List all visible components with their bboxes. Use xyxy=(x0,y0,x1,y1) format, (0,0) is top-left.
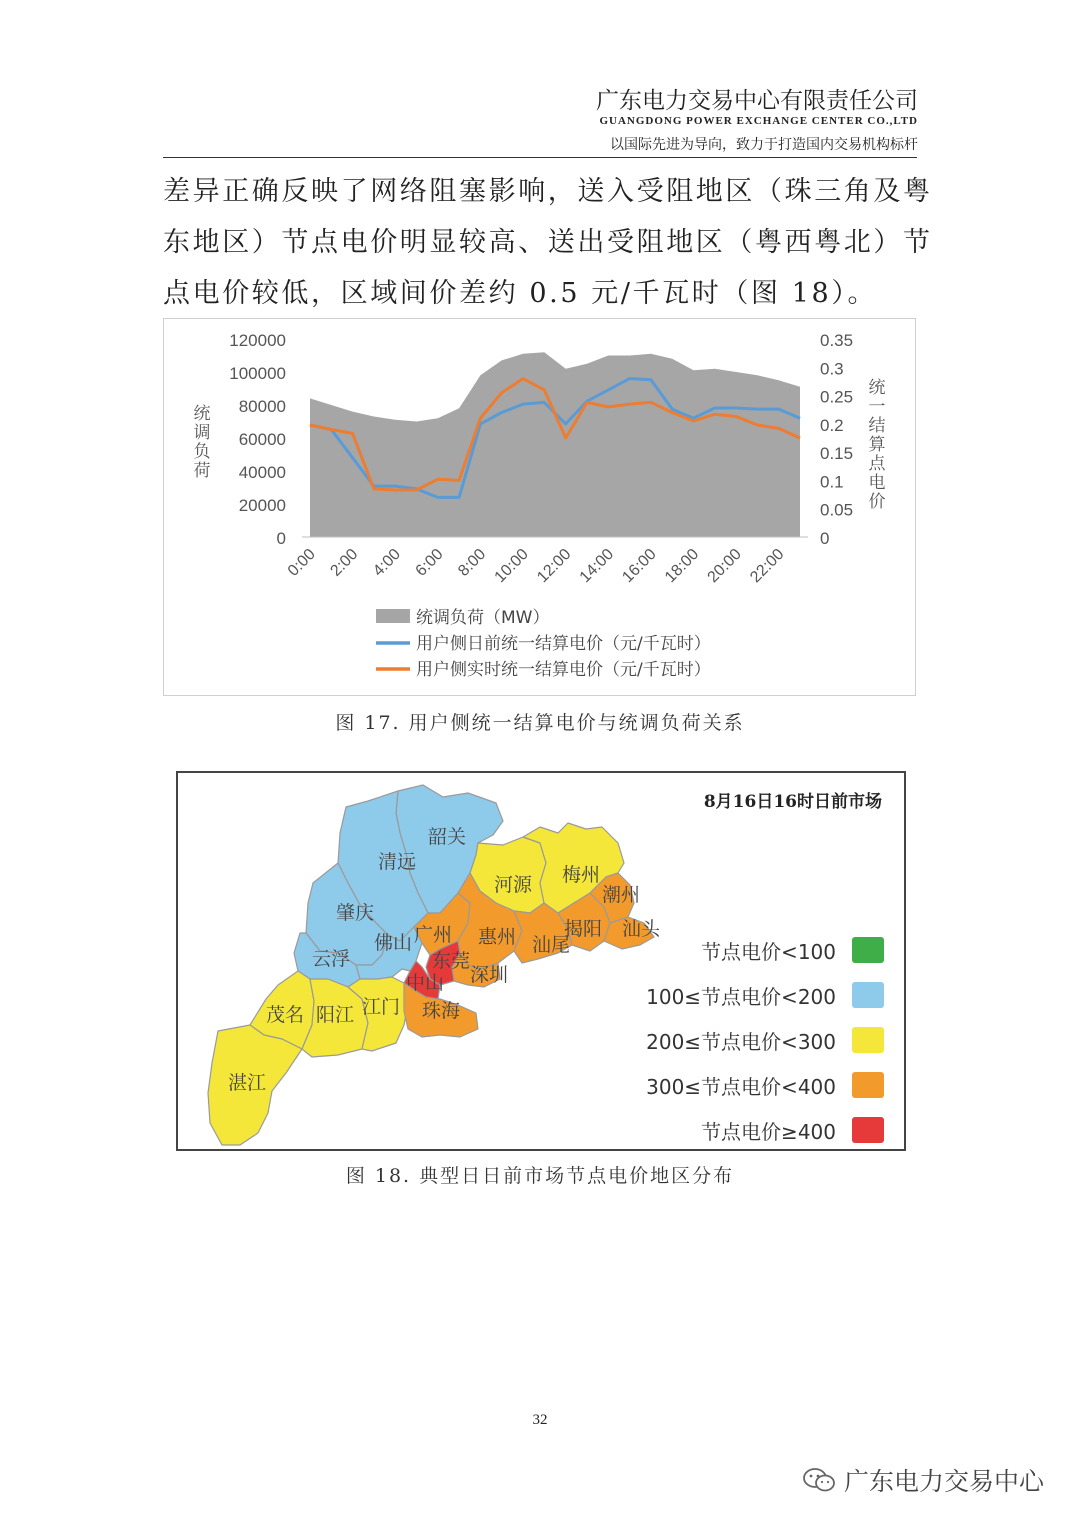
legend-label: 统调负荷（MW） xyxy=(416,608,550,628)
legend-label: 用户侧实时统一结算电价（元/千瓦时） xyxy=(416,660,711,680)
city-label: 珠海 xyxy=(422,1000,461,1022)
axis-title-char: 调 xyxy=(193,423,211,443)
axis-title-char: 电 xyxy=(868,473,886,493)
header-company-en: GUANGDONG POWER EXCHANGE CENTER CO.,LTD xyxy=(599,115,918,127)
city-label: 中山 xyxy=(406,972,445,994)
legend-swatch xyxy=(852,1027,884,1053)
axis-title-char: 荷 xyxy=(193,461,211,481)
city-label: 清远 xyxy=(378,851,417,873)
x-tick-label: 14:00 xyxy=(576,545,618,587)
y-right-axis-title xyxy=(869,378,887,512)
axis-title-char: 统 xyxy=(193,404,211,424)
y-right-tick-label: 0 xyxy=(820,529,830,548)
watermark xyxy=(802,1462,1044,1498)
city-label: 江门 xyxy=(362,996,401,1018)
legend-item xyxy=(646,1070,884,1100)
y-right-tick-label: 0.05 xyxy=(820,500,854,520)
axis-title-char: 负 xyxy=(193,442,211,462)
watermark-text: 广东电力交易中心 xyxy=(843,1467,1044,1496)
city-label: 河源 xyxy=(494,874,533,896)
legend-swatch xyxy=(852,982,884,1008)
legend-item xyxy=(646,980,884,1010)
y-left-tick-label: 0 xyxy=(276,529,286,548)
legend-item xyxy=(701,1115,884,1145)
page-number: 32 xyxy=(532,1412,548,1428)
y-left-tick-label: 120000 xyxy=(229,331,286,350)
legend-swatch-load xyxy=(376,609,410,623)
y-left-axis-title xyxy=(194,404,211,481)
x-tick-label: 18:00 xyxy=(661,545,703,587)
x-tick-label: 22:00 xyxy=(747,545,788,587)
map-title: 8月16日16时日前市场 xyxy=(703,792,882,812)
axis-title-char: 结 xyxy=(868,416,886,436)
legend-swatch xyxy=(852,1072,884,1098)
x-tick-label: 10:00 xyxy=(491,545,532,587)
city-label: 汕头 xyxy=(622,918,661,940)
city-label: 阳江 xyxy=(316,1004,355,1026)
legend-swatch xyxy=(852,937,884,963)
legend-label: 200≤节点电价<300 xyxy=(646,1029,836,1054)
y-right-tick-label: 0.35 xyxy=(820,331,854,350)
city-label: 广州 xyxy=(414,924,453,946)
x-tick-label: 20:00 xyxy=(704,545,745,587)
axis-title-char: 价 xyxy=(868,492,886,512)
x-tick-label: 2:00 xyxy=(327,545,362,580)
x-tick-label: 0:00 xyxy=(284,545,319,580)
legend-label: 用户侧日前统一结算电价（元/千瓦时） xyxy=(416,634,711,654)
y-right-tick-label: 0.1 xyxy=(820,472,844,492)
header-motto: 以国际先进为导向，致力于打造国内交易机构标杆 xyxy=(610,137,918,153)
x-tick-label: 4:00 xyxy=(370,545,405,580)
y-left-tick-label: 40000 xyxy=(238,463,286,482)
city-label: 揭阳 xyxy=(564,918,603,940)
legend-swatch xyxy=(852,1117,884,1143)
load-price-chart xyxy=(164,319,915,695)
body-line: 差异正确反映了网络阻塞影响，送入受阻地区（珠三角及粤 xyxy=(163,176,933,207)
city-label: 云浮 xyxy=(312,948,351,970)
legend-label: 300≤节点电价<400 xyxy=(646,1074,836,1099)
body-line: 点电价较低，区域间价差约 0.5 元/千瓦时（图 18）。 xyxy=(163,278,878,309)
city-label: 茂名 xyxy=(266,1004,305,1026)
x-tick-label: 8:00 xyxy=(455,545,490,580)
x-tick-label: 6:00 xyxy=(412,545,447,580)
header-divider xyxy=(163,157,917,158)
city-label: 梅州 xyxy=(562,864,601,886)
figure-17-caption: 图 17. 用户侧统一结算电价与统调负荷关系 xyxy=(335,712,745,734)
body-paragraph xyxy=(163,166,933,319)
body-line: 东地区）节点电价明显较高、送出受阻地区（粤西粤北）节 xyxy=(163,227,933,258)
legend-item xyxy=(646,1025,884,1055)
y-right-tick-label: 0.3 xyxy=(820,359,844,379)
map-container xyxy=(176,771,906,1151)
legend-label: 节点电价≥400 xyxy=(701,1119,836,1144)
y-right-tick-label: 0.15 xyxy=(820,444,854,464)
y-left-tick-label: 60000 xyxy=(238,430,286,449)
axis-title-char: 一 xyxy=(868,397,886,417)
axis-title-char: 统 xyxy=(868,378,886,398)
city-label: 东莞 xyxy=(432,950,471,972)
legend-label: 节点电价<100 xyxy=(701,939,836,964)
series-area-load xyxy=(310,352,800,537)
figure-18-caption: 图 18. 典型日日前市场节点电价地区分布 xyxy=(345,1165,735,1187)
axis-title-char: 点 xyxy=(868,454,886,474)
x-tick-label: 16:00 xyxy=(619,545,660,587)
city-label: 肇庆 xyxy=(336,902,375,924)
city-label: 湛江 xyxy=(228,1072,267,1094)
city-label: 韶关 xyxy=(428,826,467,848)
city-label: 潮州 xyxy=(602,884,641,906)
wechat-icon xyxy=(802,1466,836,1494)
chart-container xyxy=(163,318,916,696)
city-label: 汕尾 xyxy=(532,934,571,956)
axis-title-char: 算 xyxy=(868,435,886,455)
city-label: 佛山 xyxy=(374,932,413,954)
header-company: 广东电力交易中心有限责任公司 xyxy=(596,88,918,114)
legend-label: 100≤节点电价<200 xyxy=(646,984,836,1009)
city-label: 惠州 xyxy=(478,926,517,948)
legend-item xyxy=(701,935,884,965)
city-label: 深圳 xyxy=(470,964,509,986)
y-left-tick-label: 20000 xyxy=(238,496,286,515)
y-right-tick-label: 0.25 xyxy=(820,387,854,407)
x-tick-label: 12:00 xyxy=(534,545,575,587)
y-left-tick-label: 100000 xyxy=(229,364,286,383)
y-right-tick-label: 0.2 xyxy=(820,415,844,435)
y-left-tick-label: 80000 xyxy=(238,397,286,416)
